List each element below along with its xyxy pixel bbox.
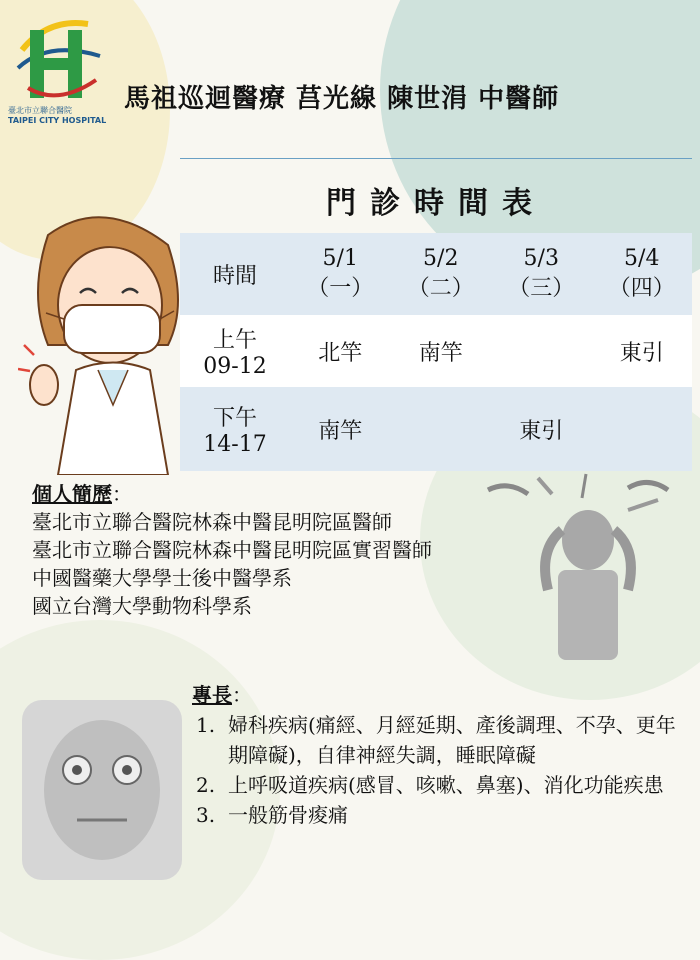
headache-man-illustration (478, 470, 698, 670)
schedule-cell: 東引 (391, 387, 693, 471)
specialty-list (192, 710, 692, 830)
resume-section (32, 480, 432, 620)
specialty-heading-wrap (192, 683, 252, 707)
specialty-heading-colon: ： (232, 683, 252, 707)
am-time-cell: 上午 09-12 (180, 315, 290, 387)
day-header-cell: 5/2 （二） (391, 233, 492, 315)
schedule-cell: 南竿 (290, 387, 391, 471)
resume-heading: 個人簡歷 (32, 482, 112, 506)
schedule-cell: 東引 (592, 315, 693, 387)
resume-item: 中國醫藥大學學士後中醫學系 (32, 566, 292, 590)
hospital-logo-text: 臺北市立聯合醫院 TAIPEI CITY HOSPITAL (8, 106, 107, 125)
specialty-heading: 專長 (192, 683, 232, 707)
title-divider (180, 158, 692, 159)
day-header-cell: 5/3 （三） (491, 233, 592, 315)
time-header-cell: 時間 (180, 233, 290, 315)
pm-time-cell: 下午 14-17 (180, 387, 290, 471)
schedule-title: 門診時間表 (326, 186, 546, 221)
resume-item: 臺北市立聯合醫院林森中醫昆明院區醫師 (32, 510, 392, 534)
clinic-schedule-table (180, 233, 692, 471)
day-header-cell: 5/4 （四） (592, 233, 693, 315)
resume-item: 國立台灣大學動物科學系 (32, 594, 252, 618)
schedule-cell: 南竿 (391, 315, 492, 387)
tired-face-illustration (22, 700, 182, 880)
schedule-am-row (180, 315, 692, 387)
page-title: 馬祖巡迴醫療 莒光線 陳世涓 中醫師 (124, 84, 560, 114)
specialty-item: 3. 一般筋骨痠痛 (196, 803, 348, 827)
schedule-cell: 北竿 (290, 315, 391, 387)
day-header-cell: 5/1 （一） (290, 233, 391, 315)
resume-item: 臺北市立聯合醫院林森中醫昆明院區實習醫師 (32, 538, 432, 562)
schedule-cell (491, 315, 592, 387)
specialty-item: 2. 上呼吸道疾病(感冒、咳嗽、鼻塞)、消化功能疾患 (196, 773, 664, 797)
specialty-item: 1. 婦科疾病(痛經、月經延期、產後調理、不孕、更年期障礙)，自律神經失調，睡眠障礙 (196, 713, 676, 767)
schedule-header-row (180, 233, 692, 315)
specialty-section (192, 680, 692, 830)
schedule-pm-row (180, 387, 692, 471)
doctor-mask-illustration (18, 205, 188, 475)
resume-heading-colon: ： (112, 482, 132, 506)
